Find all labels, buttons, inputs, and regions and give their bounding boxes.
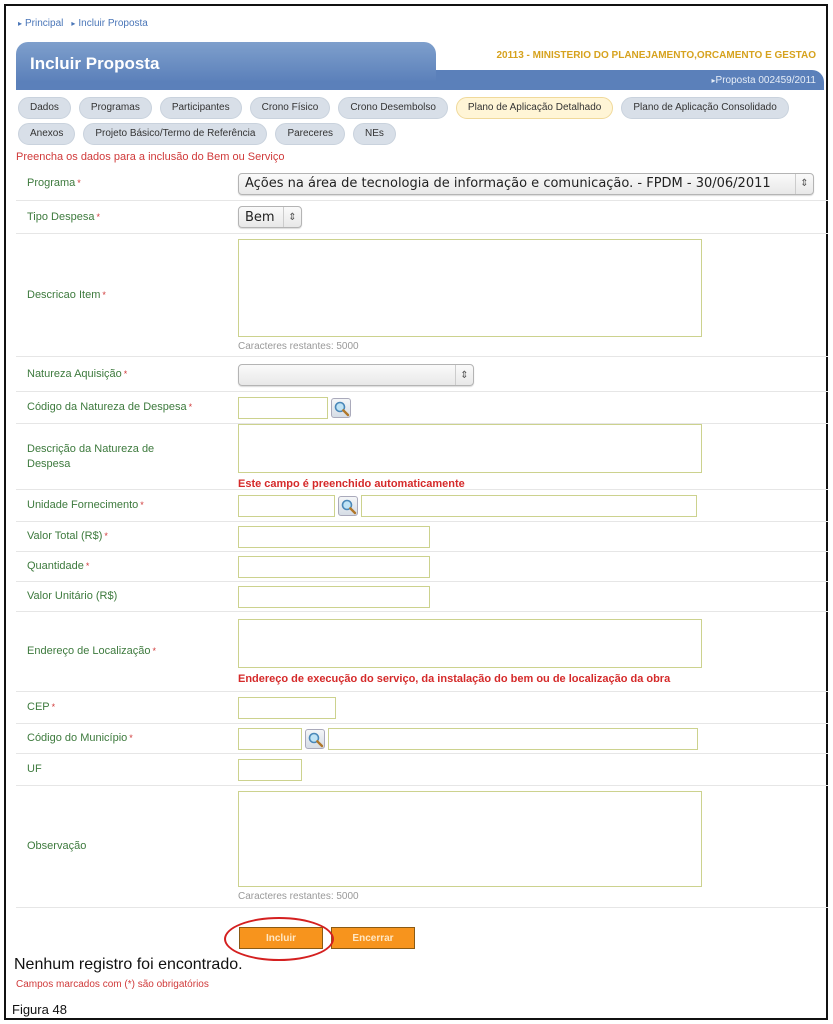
unidade-fornecimento-code-input[interactable]	[238, 495, 335, 517]
label-valor-unitario: Valor Unitário (R$)	[27, 590, 118, 602]
municipio-name-input[interactable]	[328, 728, 698, 750]
cep-input[interactable]	[238, 697, 336, 719]
endereco-warning: Endereço de execução do serviço, da instalação do bem ou de localização da obra	[238, 672, 671, 685]
tab-programas[interactable]: Programas	[79, 97, 152, 119]
row-unidade-fornecimento	[16, 490, 828, 522]
figure-caption: Figura 48	[12, 1002, 67, 1017]
title-tab	[16, 42, 436, 82]
row-valor-total	[16, 522, 828, 552]
breadcrumb-principal[interactable]: ▸ Principal	[18, 18, 63, 29]
natureza-aquisicao-select[interactable]	[238, 364, 474, 386]
select-arrows-icon: ⇕	[283, 207, 301, 227]
row-quantidade	[16, 552, 828, 582]
tab-anexos[interactable]: Anexos	[18, 123, 75, 145]
label-codigo-natureza: Código da Natureza de Despesa *	[27, 401, 193, 413]
unidade-fornecimento-description-input[interactable]	[361, 495, 697, 517]
row-uf	[16, 754, 828, 786]
label-endereco: Endereço de Localização *	[27, 645, 157, 657]
label-uf: UF	[27, 763, 42, 775]
page-title: Incluir Proposta	[30, 54, 160, 73]
codigo-municipio-code-input[interactable]	[238, 728, 302, 750]
tipo-despesa-select[interactable]: Bem ⇕	[238, 206, 302, 228]
tab-plano-aplicacao-consolidado[interactable]: Plano de Aplicação Consolidado	[621, 97, 788, 119]
endereco-textarea[interactable]	[238, 619, 702, 668]
label-codigo-municipio: Código do Município *	[27, 732, 133, 744]
instruction-text: Preencha os dados para a inclusão do Bem ou Serviço	[16, 151, 285, 163]
breadcrumb	[18, 18, 148, 29]
incluir-button[interactable]: Incluir	[239, 927, 323, 949]
search-icon[interactable]	[305, 729, 325, 749]
quantidade-input[interactable]	[238, 556, 430, 578]
programa-select[interactable]: Ações na área de tecnologia de informação e comunicação. - FPDM - 30/06/2011 ⇕	[238, 173, 814, 195]
row-observacao	[16, 786, 828, 908]
codigo-natureza-input[interactable]	[238, 397, 328, 419]
highlight-circle	[224, 917, 334, 961]
valor-total-input[interactable]	[238, 526, 430, 548]
required-fields-note: Campos marcados com (*) são obrigatórios	[16, 979, 209, 990]
label-observacao: Observação	[27, 840, 87, 852]
tab-nes[interactable]: NEs	[353, 123, 396, 145]
descricao-natureza-textarea[interactable]	[238, 424, 702, 473]
label-quantidade: Quantidade *	[27, 560, 90, 572]
label-natureza-aquisicao: Natureza Aquisição *	[27, 367, 128, 380]
row-endereco	[16, 612, 828, 692]
descricao-item-textarea[interactable]	[238, 239, 702, 337]
row-descricao-item	[16, 234, 828, 357]
row-programa	[16, 167, 828, 201]
tab-bar	[18, 97, 818, 145]
tab-crono-desembolso[interactable]: Crono Desembolso	[338, 97, 448, 119]
search-icon[interactable]	[331, 398, 351, 418]
search-icon[interactable]	[338, 496, 358, 516]
page-frame	[4, 4, 828, 1020]
label-unidade-fornecimento: Unidade Fornecimento *	[27, 499, 144, 511]
tab-participantes[interactable]: Participantes	[160, 97, 242, 119]
observacao-textarea[interactable]	[238, 791, 702, 887]
label-descricao-item: Descricao Item *	[27, 288, 106, 301]
label-valor-total: Valor Total (R$) *	[27, 530, 108, 542]
select-arrows-icon: ⇕	[795, 174, 813, 194]
uf-input[interactable]	[238, 759, 302, 781]
tab-plano-aplicacao-detalhado[interactable]: Plano de Aplicação Detalhado	[456, 97, 613, 119]
row-descricao-natureza	[16, 424, 828, 490]
item-form	[16, 167, 828, 908]
row-cep	[16, 692, 828, 724]
label-tipo-despesa: Tipo Despesa *	[27, 210, 100, 223]
breadcrumb-incluir-proposta[interactable]: ▸ Incluir Proposta	[71, 18, 148, 29]
row-natureza-aquisicao	[16, 357, 828, 392]
label-descricao-natureza: Descrição da Natureza de Despesa	[27, 442, 155, 470]
row-tipo-despesa	[16, 201, 828, 234]
valor-unitario-input[interactable]	[238, 586, 430, 608]
tab-dados[interactable]: Dados	[18, 97, 71, 119]
encerrar-button[interactable]: Encerrar	[331, 927, 415, 949]
tab-projeto-basico[interactable]: Projeto Básico/Termo de Referência	[83, 123, 267, 145]
no-records-message: Nenhum registro foi encontrado.	[14, 956, 243, 973]
tab-pareceres[interactable]: Pareceres	[275, 123, 345, 145]
row-codigo-municipio	[16, 724, 828, 754]
select-arrows-icon: ⇕	[455, 365, 473, 385]
proposal-id: ▸ Proposta 002459/2011	[712, 75, 816, 86]
label-programa: Programa *	[27, 177, 81, 189]
observacao-char-count: Caracteres restantes: 5000	[238, 891, 359, 902]
descricao-item-char-count: Caracteres restantes: 5000	[238, 340, 359, 352]
tab-crono-fisico[interactable]: Crono Físico	[250, 97, 331, 119]
label-cep: CEP *	[27, 701, 56, 713]
descricao-natureza-warning: Este campo é preenchido automaticamente	[238, 477, 465, 490]
row-valor-unitario	[16, 582, 828, 612]
organization-name: 20113 - MINISTERIO DO PLANEJAMENTO,ORCAMENTO E GESTAO	[496, 50, 816, 61]
